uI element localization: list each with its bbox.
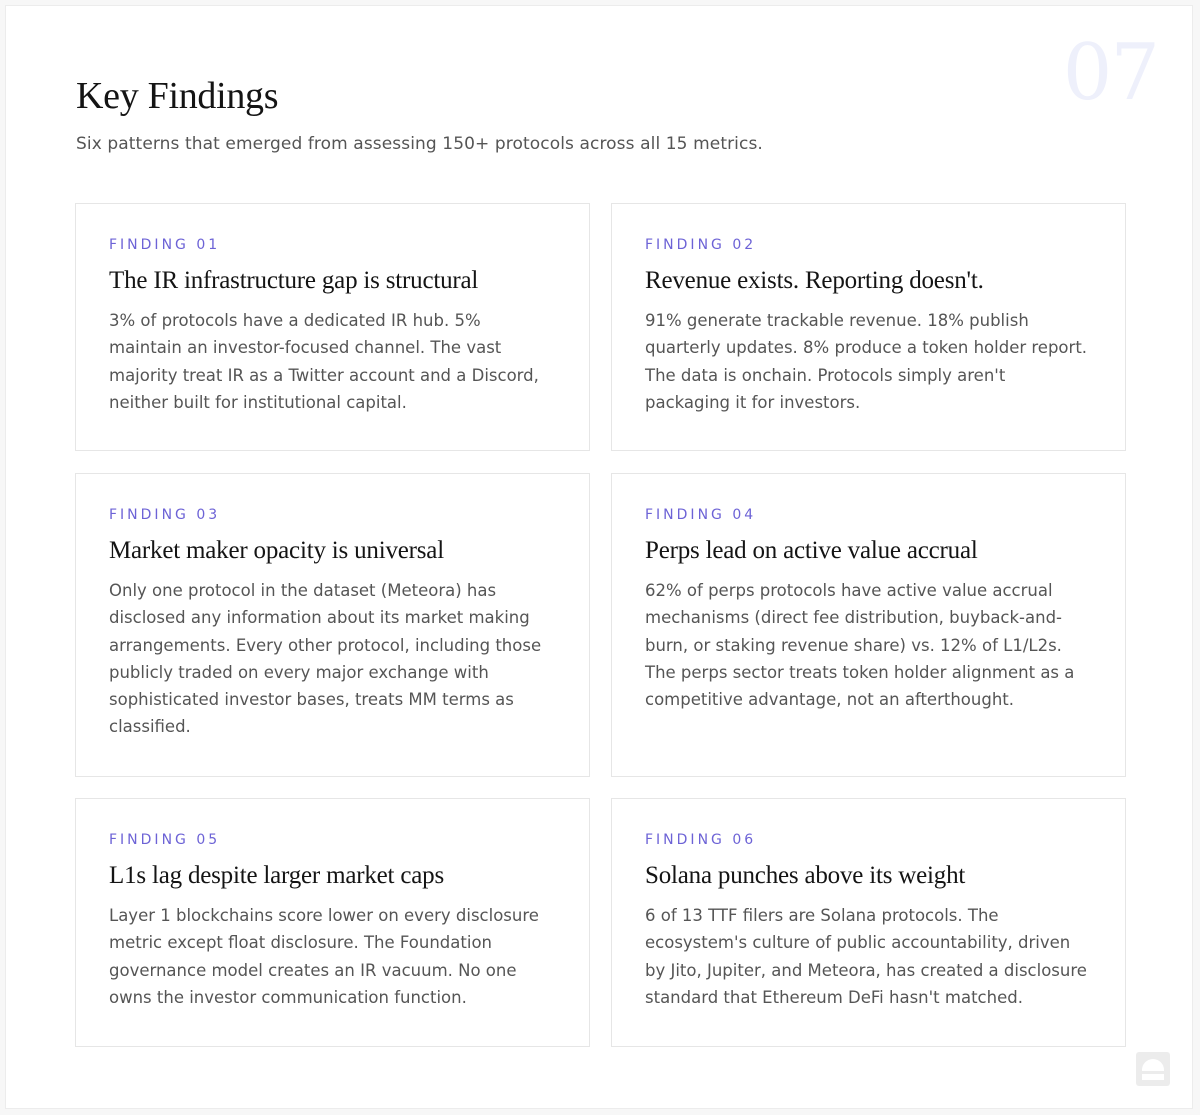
finding-card-02 <box>611 203 1126 451</box>
finding-label: FINDING 02 <box>645 237 757 253</box>
page-number: 07 <box>1062 28 1158 118</box>
finding-label: FINDING 03 <box>109 507 221 523</box>
finding-title: L1s lag despite larger market caps <box>109 862 444 889</box>
finding-card-03 <box>75 473 590 777</box>
finding-label: FINDING 04 <box>645 507 757 523</box>
finding-title: The IR infrastructure gap is structural <box>109 267 479 294</box>
finding-body: 6 of 13 TTF filers are Solana protocols. The ecosystem's culture of public accountability, driven by Jito, Jupiter, and Meteora, has created a disclosure standard that Ethereum DeFi hasn't matched. <box>645 906 1087 1007</box>
finding-card-01 <box>75 203 590 451</box>
finding-card-05 <box>75 798 590 1047</box>
finding-body: 3% of protocols have a dedicated IR hub. 5% maintain an investor-focused channel. The vast majority treat IR as a Twitter account and a Discord, neither built for institutional capital. <box>109 311 539 412</box>
finding-title: Revenue exists. Reporting doesn't. <box>645 267 984 294</box>
finding-title: Market maker opacity is universal <box>109 537 444 564</box>
header <box>76 74 763 154</box>
brand-logo-icon <box>1136 1052 1170 1086</box>
finding-body: Layer 1 blockchains score lower on every disclosure metric except float disclosure. The Foundation governance model creates an IR vacuum. No one owns the investor communication function. <box>109 906 539 1007</box>
finding-body: Only one protocol in the dataset (Meteora) has disclosed any information about its market making arrangements. Every other protocol, including those publicly traded on every major exchange with sophisticated investor bases, treats MM terms as classified. <box>109 581 542 737</box>
page <box>5 5 1193 1109</box>
finding-label: FINDING 06 <box>645 832 757 848</box>
finding-body: 91% generate trackable revenue. 18% publish quarterly updates. 8% produce a token holder report. The data is onchain. Protocols simply aren't packaging it for investors. <box>645 311 1088 412</box>
finding-card-06 <box>611 798 1126 1047</box>
page-title: Key Findings <box>76 75 279 117</box>
finding-card-04 <box>611 473 1126 777</box>
finding-title: Solana punches above its weight <box>645 862 966 889</box>
page-subtitle: Six patterns that emerged from assessing 150+ protocols across all 15 metrics. <box>76 134 763 154</box>
finding-label: FINDING 05 <box>109 832 221 848</box>
finding-body: 62% of perps protocols have active value accrual mechanisms (direct fee distribution, buyback-and-burn, or staking revenue share) vs. 12% of L1/L2s. The perps sector treats token holder alignment as a competitive advantage, not an afterthought. <box>645 581 1075 710</box>
finding-label: FINDING 01 <box>109 237 221 253</box>
finding-title: Perps lead on active value accrual <box>645 537 978 564</box>
